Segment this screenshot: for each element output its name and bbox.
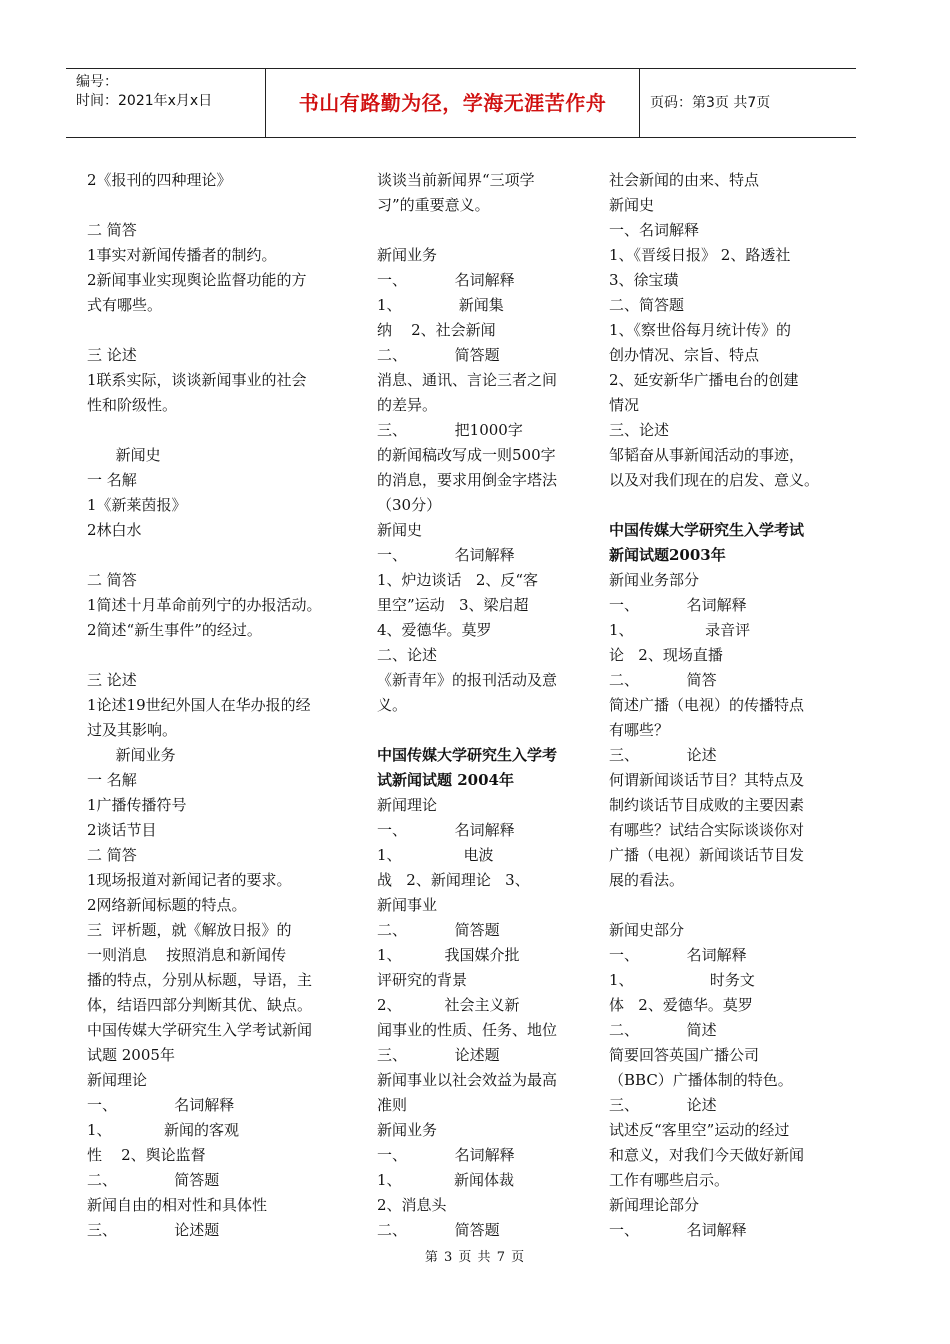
time-label: 时间：2021年x月x日 [76,93,213,109]
text-line: 二、 简答题 [87,1171,220,1189]
text-line: 三、 论述 [609,746,717,764]
text-line [87,318,345,343]
text-line: 三、 论述 [609,1096,717,1114]
document-header [66,68,856,138]
text-line: 新闻史 [87,446,161,464]
text-line: 一 名解 [87,471,137,489]
text-line: 的新闻稿改写成一则500字 [377,446,556,464]
text-line: 新闻业务 [87,746,176,764]
text-line: 2《报刊的四种理论》 [87,171,232,189]
text-line: 过及其影响。 [87,721,178,739]
text-line: 准则 [377,1096,408,1114]
text-line [377,218,589,243]
text-line: 1事实对新闻传播者的制约。 [87,246,277,264]
text-line: 邹韬奋从事新闻活动的事迹， [609,446,805,464]
text-line: （BBC）广播体制的特色。 [609,1071,793,1089]
text-line: 新闻业务 [377,1121,438,1139]
text-line: 1、 新闻的客观 [87,1121,239,1139]
text-line: 1、 时务文 [609,971,755,989]
text-line: 一 名解 [87,771,137,789]
text-line: 4、爱德华。莫罗 [377,621,492,639]
text-line: 2、 社会主义新 [377,996,520,1014]
text-line: 以及对我们现在的启发、意义。 [609,471,820,489]
text-line: 习”的重要意义。 [377,196,490,214]
text-line: 2新闻事业实现舆论监督功能的方 [87,271,307,289]
text-line: 三、 把1000字 [377,421,523,439]
text-line: 有哪些？ [609,721,670,739]
text-line: 新闻事业以社会效益为最高 [377,1071,558,1089]
text-line: 三、 论述题 [377,1046,500,1064]
text-line: 试题 2005年 [87,1046,175,1064]
text-column-2 [377,168,589,1243]
text-line: 里空”运动 3、梁启超 [377,596,529,614]
text-line: 简述广播（电视）的传播特点 [609,696,805,714]
text-line: 2网络新闻标题的特点。 [87,896,247,914]
text-line: 新闻理论部分 [609,1196,700,1214]
text-line: 二、论述 [377,646,438,664]
text-line: 新闻理论 [87,1071,148,1089]
text-line: 2、消息头 [377,1196,447,1214]
text-line: 工作有哪些启示。 [609,1171,730,1189]
text-line: 1、 新闻集 [377,296,504,314]
text-column-1 [87,168,345,1243]
text-line: 展的看法。 [609,871,685,889]
text-line: 新闻事业 [377,896,438,914]
text-line: 二、简答题 [609,296,685,314]
text-line [87,193,345,218]
text-line: 中国传媒大学研究生入学考试新闻 [87,1021,313,1039]
text-line: 新闻自由的相对性和具体性 [87,1196,268,1214]
text-line: 二、 简答题 [377,1221,500,1239]
text-line: 性和阶级性。 [87,396,178,414]
text-line: 新闻试题2003年 [609,546,726,564]
text-line: 一、 名词解释 [377,1146,515,1164]
text-line: 2、延安新华广播电台的创建 [609,371,799,389]
text-line: 情况 [609,396,640,414]
text-line [377,718,589,743]
text-column-3 [609,168,833,1243]
header-motto: 书山有路勤为径，学海无涯苦作舟 [266,69,640,137]
text-line: 二、 简答 [609,671,717,689]
text-line: 1、《察世俗每月统计传》的 [609,321,792,339]
page-footer: 第 3 页 共 7 页 [424,1250,526,1265]
text-line [87,418,345,443]
text-line: 创办情况、宗旨、特点 [609,346,760,364]
text-line: 二 简答 [87,846,137,864]
text-line: 一、名词解释 [609,221,700,239]
text-line: 1论述19世纪外国人在华办报的经 [87,696,311,714]
text-line: 一、 名词解释 [377,271,515,289]
header-meta [66,69,266,137]
text-line: 一则消息 按照消息和新闻传 [87,946,287,964]
text-line: 论 2、现场直播 [609,646,723,664]
text-line: 2林白水 [87,521,142,539]
text-line: 简要回答英国广播公司 [609,1046,760,1064]
text-line: 何谓新闻谈话节目？其特点及 [609,771,805,789]
text-line: 三 评析题，就《解放日报》的 [87,921,292,939]
text-line: 闻事业的性质、任务、地位 [377,1021,558,1039]
text-line: 三、论述 [609,421,670,439]
text-line: 一、 名词解释 [87,1096,235,1114]
text-line: 一、 名词解释 [609,596,747,614]
text-line: 1、 录音评 [609,621,751,639]
text-line: 一、 名词解释 [609,1221,747,1239]
text-line [609,893,833,918]
text-line: 1、 电波 [377,846,494,864]
text-line: 2谈话节目 [87,821,157,839]
text-line: 消息、通讯、言论三者之间 [377,371,558,389]
text-line: 三、 论述题 [87,1221,220,1239]
text-line: 1简述十月革命前列宁的办报活动。 [87,596,322,614]
text-line: 的消息，要求用倒金字塔法 [377,471,558,489]
text-line: 制约谈话节目成败的主要因素 [609,796,805,814]
text-line: 体，结语四部分判断其优、缺点。 [87,996,313,1014]
text-line: 1、炉边谈话 2、反“客 [377,571,539,589]
number-label: 编号： [76,74,118,90]
text-line: 试新闻试题 2004年 [377,771,514,789]
text-line: 战 2、新闻理论 3、 [377,871,530,889]
text-line: 1现场报道对新闻记者的要求。 [87,871,292,889]
text-line: （30分） [377,496,442,514]
text-line: 三 论述 [87,346,137,364]
text-line: 二 简答 [87,221,137,239]
text-line: 1广播传播符号 [87,796,187,814]
text-line: 1、 我国媒介批 [377,946,520,964]
text-line: 《新青年》的报刊活动及意 [377,671,558,689]
text-line: 二、 简述 [609,1021,717,1039]
text-line: 新闻业务 [377,246,438,264]
text-line: 1联系实际，谈谈新闻事业的社会 [87,371,307,389]
text-line: 社会新闻的由来、特点 [609,171,760,189]
text-line: 有哪些？试结合实际谈谈你对 [609,821,805,839]
text-line: 义。 [377,696,408,714]
text-line: 纳 2、社会新闻 [377,321,496,339]
text-line: 1《新莱茵报》 [87,496,187,514]
text-line: 一、 名词解释 [609,946,747,964]
text-line: 谈谈当前新闻界“三项学 [377,171,535,189]
text-line: 新闻理论 [377,796,438,814]
text-line: 二、 简答题 [377,921,500,939]
text-line: 新闻史部分 [609,921,685,939]
text-line: 三 论述 [87,671,137,689]
text-line: 播的特点，分别从标题，导语，主 [87,971,313,989]
text-line: 1、 新闻体裁 [377,1171,514,1189]
text-line: 评研究的背景 [377,971,468,989]
text-line: 试述反“客里空”运动的经过 [609,1121,790,1139]
text-line: 1、《晋绥日报》 2、路透社 [609,246,791,264]
text-line: 新闻史 [377,521,423,539]
text-line: 性 2、舆论监督 [87,1146,206,1164]
text-line: 新闻史 [609,196,655,214]
text-line: 3、徐宝璜 [609,271,679,289]
text-line [87,643,345,668]
text-line: 二 简答 [87,571,137,589]
text-line: 体 2、爱德华。莫罗 [609,996,753,1014]
text-line: 一、 名词解释 [377,546,515,564]
text-line: 中国传媒大学研究生入学考试 [609,521,805,539]
text-line: 2简述“新生事件”的经过。 [87,621,262,639]
text-line: 和意义，对我们今天做好新闻 [609,1146,805,1164]
text-line: 新闻业务部分 [609,571,700,589]
text-line: 二、 简答题 [377,346,500,364]
text-line: 中国传媒大学研究生入学考 [377,746,558,764]
text-line [609,493,833,518]
text-line: 式有哪些。 [87,296,163,314]
text-line: 广播（电视）新闻谈话节目发 [609,846,805,864]
text-line: 一、 名词解释 [377,821,515,839]
text-line: 的差异。 [377,396,438,414]
page-info: 页码：第3页 共7页 [650,95,771,111]
text-line [87,543,345,568]
